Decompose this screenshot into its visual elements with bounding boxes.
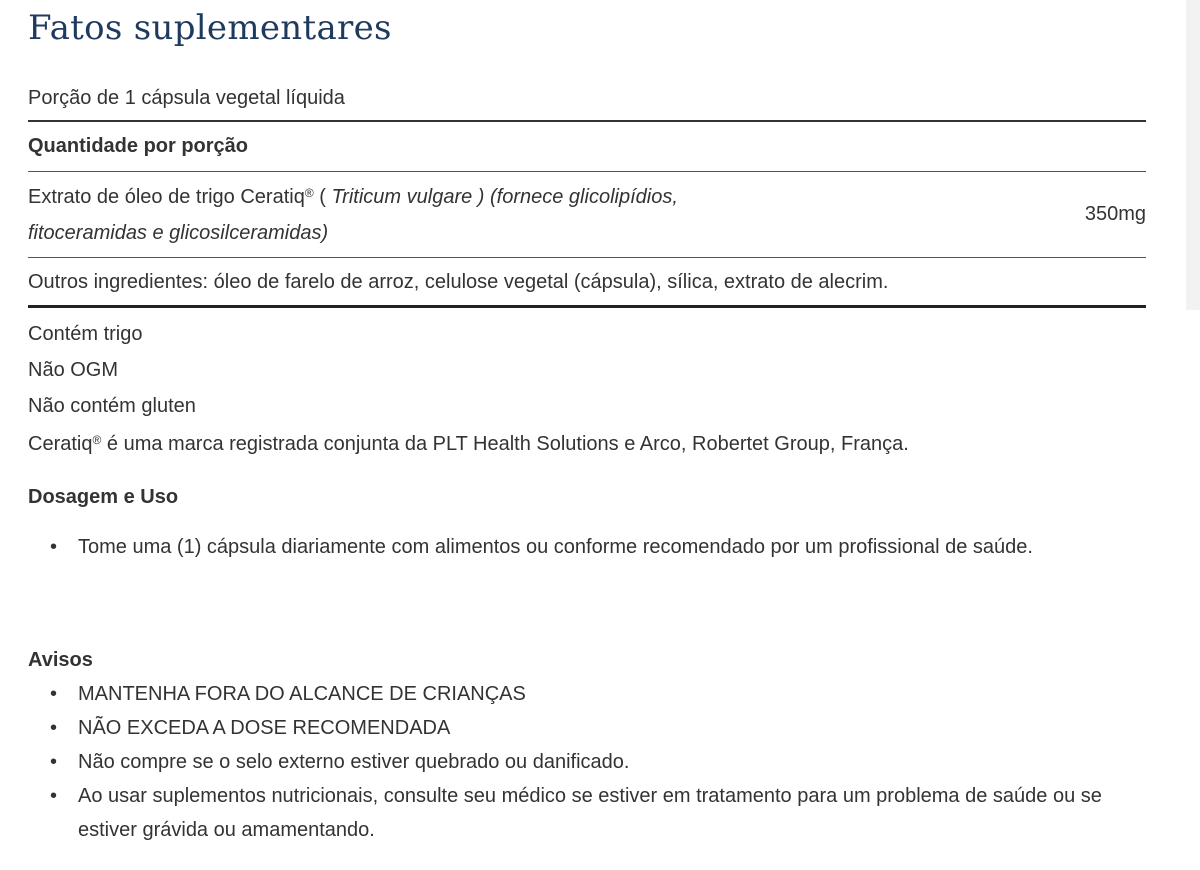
note-wheat: Contém trigo [28,323,143,345]
scrollbar-track[interactable] [1186,0,1200,310]
page-title: Fatos suplementares [28,8,392,48]
warnings-list [28,677,1146,847]
warning-item [28,677,1146,711]
warning-item [28,745,1146,779]
warning-item [28,711,1146,745]
bullet-icon: • [50,536,58,558]
other-ingredients: Outros ingredientes: óleo de farelo de arroz, celulose vegetal (cápsula), sílica, extrato de alecrim. [28,258,1146,308]
ingredient-amount: 350mg [1084,203,1146,225]
trademark-notice [28,426,909,462]
dosage-list [28,530,1146,564]
latin-name: Triticum vulgare [331,185,473,208]
ingredient-name-prefix: Extrato de óleo de trigo Ceratiq [28,185,305,208]
trademark-text: é uma marca registrada conjunta da PLT Health Solutions e Arco, Robertet Group, França. [101,433,909,455]
bullet-icon: • [50,751,58,773]
ingredient-row [28,172,1146,258]
registered-mark: ® [304,185,314,200]
warning-item [28,779,1146,847]
dosage-heading: Dosagem e Uso [28,486,179,508]
warning-item-text: NÃO EXCEDA A DOSE RECOMENDADA [78,717,451,739]
warning-item-text: Ao usar suplementos nutricionais, consulte seu médico se estiver em tratamento para um problema de saúde ou se estiver grávida ou amamentando. [78,785,1102,841]
allergen-notes [28,316,196,424]
trademark-mark: ® [92,433,102,447]
bullet-icon: • [50,683,58,705]
dosage-item-text: Tome uma (1) cápsula diariamente com alimentos ou conforme recomendado por um profissional de saúde. [78,536,1033,558]
bullet-icon: • [50,717,58,739]
open-paren: ( [313,185,332,208]
warning-item-text: Não compre se o selo externo estiver quebrado ou danificado. [78,751,630,773]
warnings-heading: Avisos [28,649,93,671]
ingredient-name [28,179,928,251]
note-non-gmo: Não OGM [28,359,119,381]
facts-table [28,76,1146,308]
note-gluten-free: Não contém gluten [28,395,196,417]
serving-size: Porção de 1 cápsula vegetal líquida [28,76,1146,122]
ingredient-note-line2: fitoceramidas e glicosilceramidas) [28,221,329,244]
trademark-brand: Ceratiq [28,433,93,455]
dosage-item [28,530,1146,564]
bullet-icon: • [50,785,58,807]
ingredient-note: ) (fornece glicolipídios, [472,185,678,208]
warning-item-text: MANTENHA FORA DO ALCANCE DE CRIANÇAS [78,683,526,705]
amount-per-serving-header: Quantidade por porção [28,122,1146,172]
